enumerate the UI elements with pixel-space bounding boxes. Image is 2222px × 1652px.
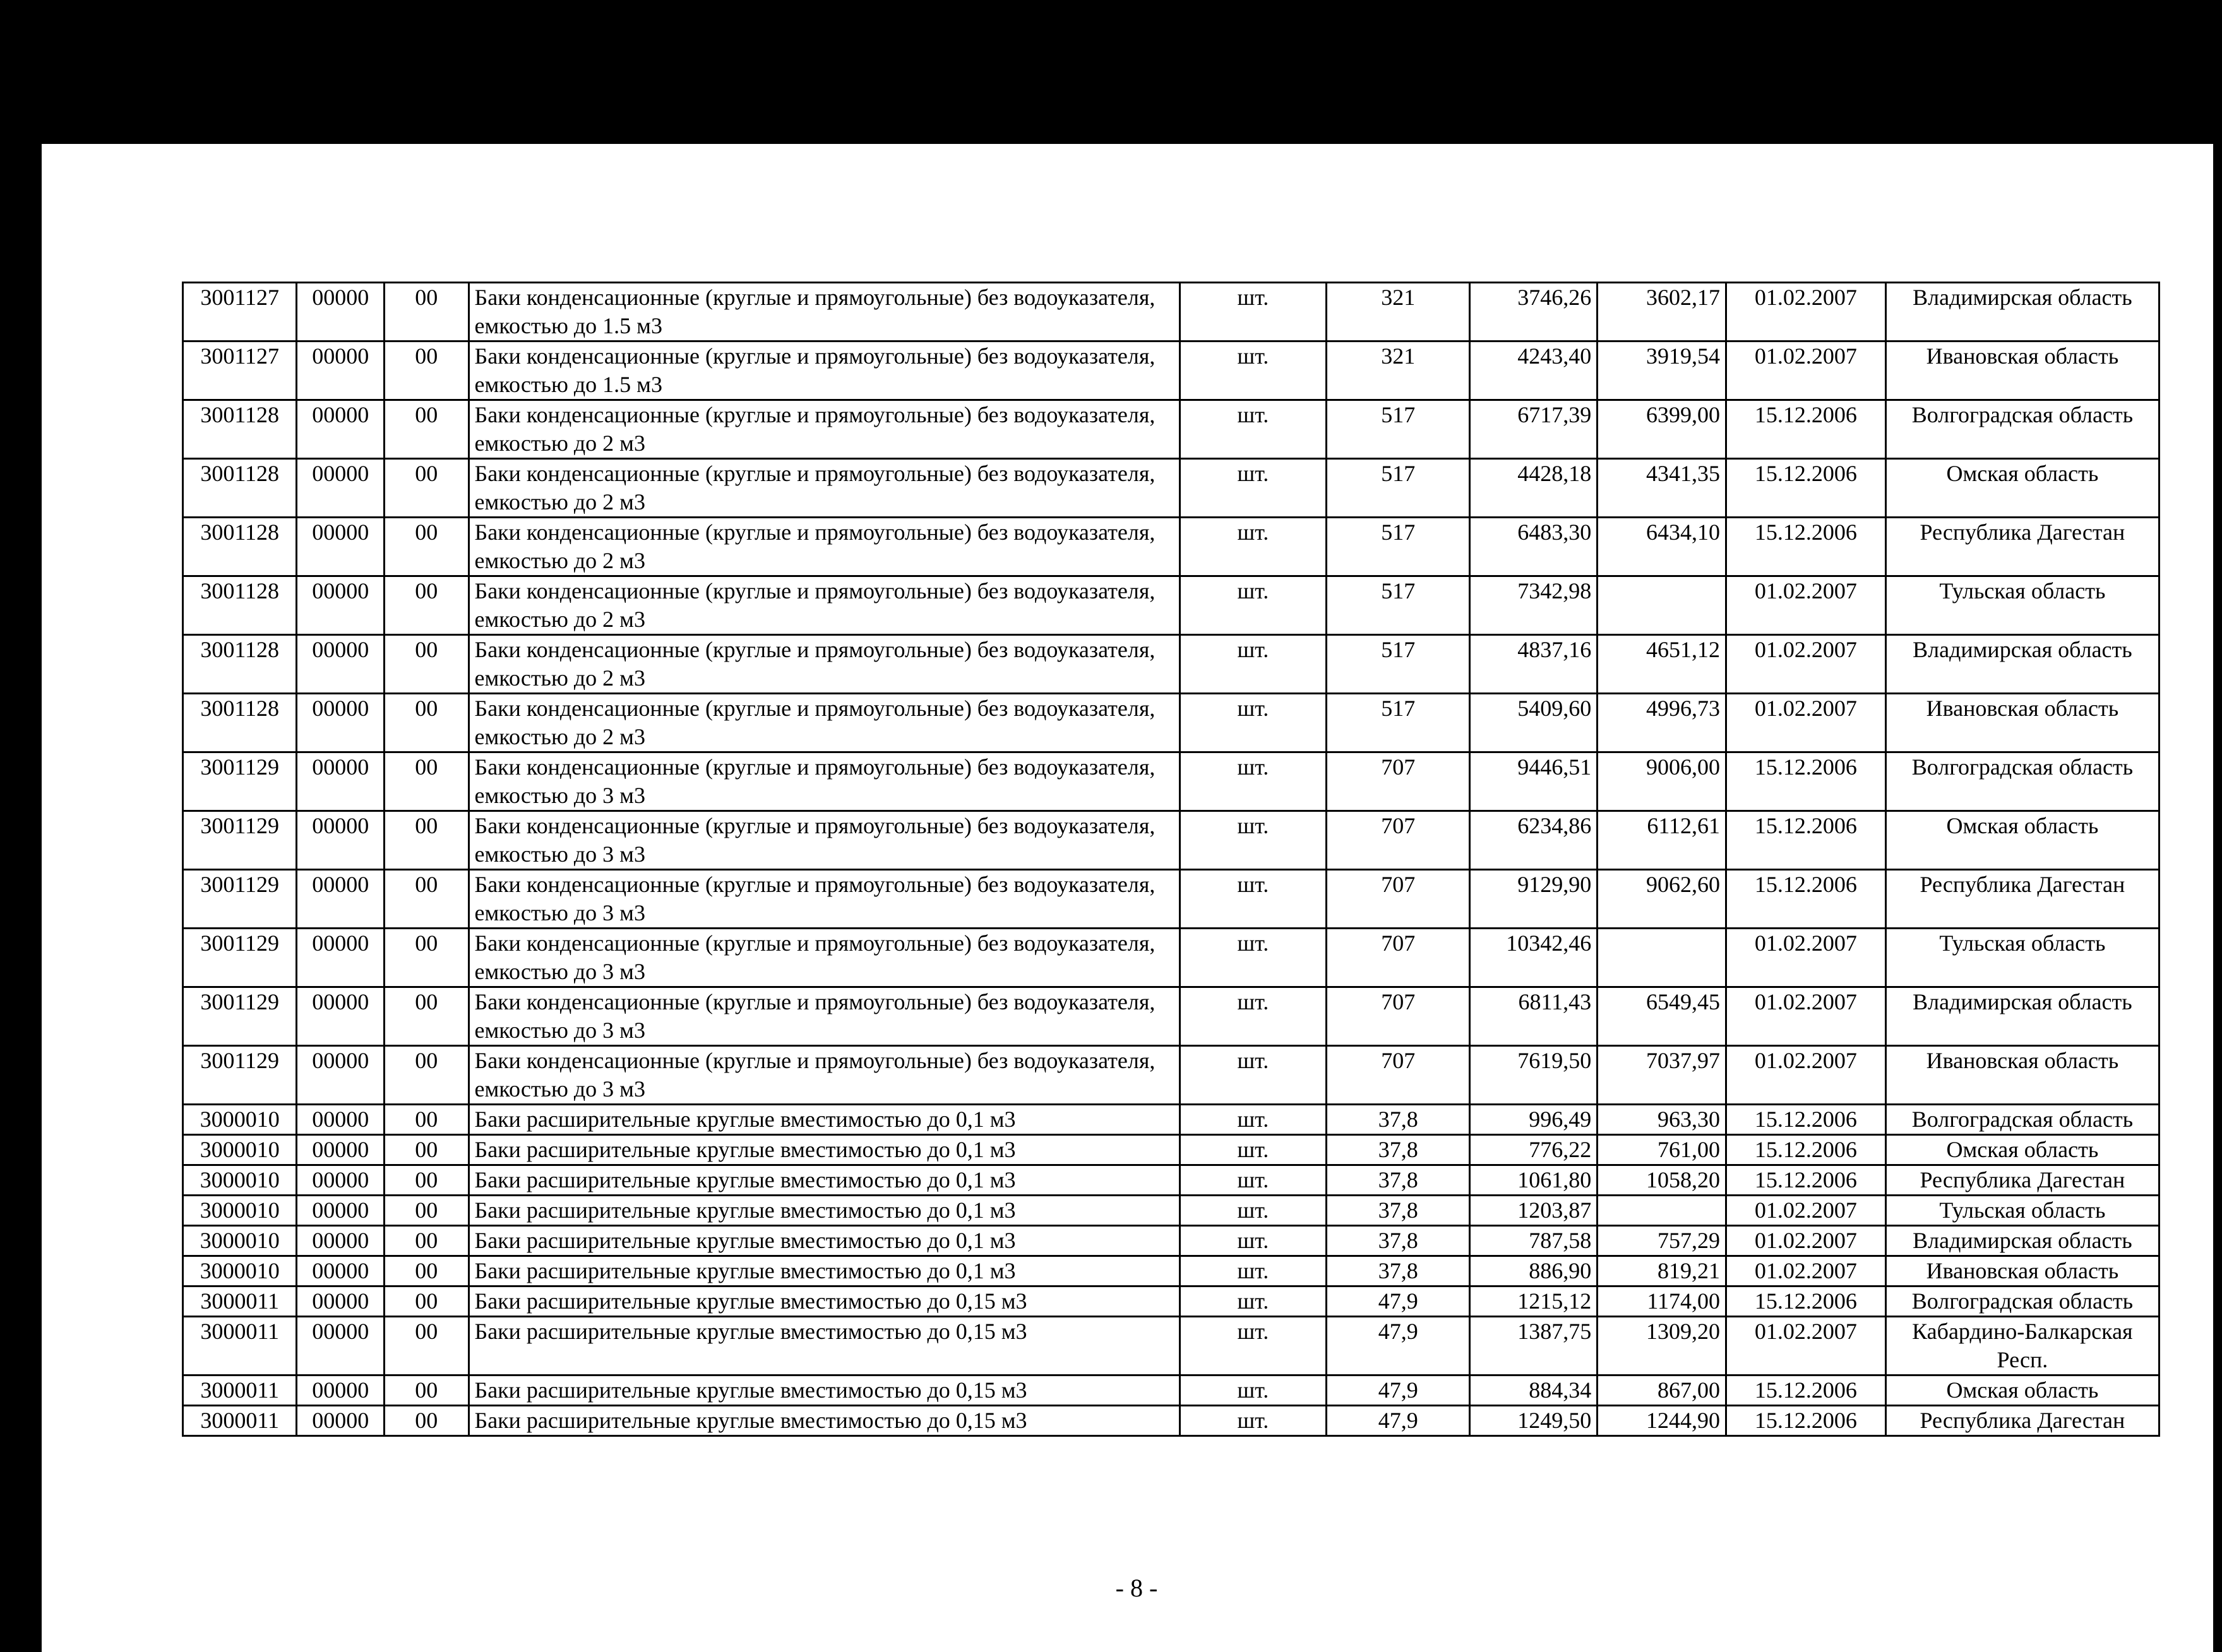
code-cell: 3001128 — [183, 400, 297, 459]
subcode2-cell: 00 — [385, 1376, 469, 1406]
subcode-cell: 00000 — [297, 1317, 385, 1376]
price-alt-cell: 819,21 — [1598, 1256, 1726, 1287]
name-cell: Баки расширительные круглые вместимостью до 0,15 м3 — [469, 1287, 1180, 1317]
price-cell: 1061,80 — [1470, 1165, 1598, 1196]
date-cell: 15.12.2006 — [1726, 811, 1886, 870]
price-alt-cell: 761,00 — [1598, 1135, 1726, 1165]
code-cell: 3001129 — [183, 987, 297, 1046]
quantity-cell: 321 — [1327, 283, 1470, 342]
unit-cell: шт. — [1180, 1165, 1326, 1196]
name-cell: Баки конденсационные (круглые и прямоугольные) без водоуказателя, емкостью до 3 м3 — [469, 987, 1180, 1046]
name-cell: Баки конденсационные (круглые и прямоугольные) без водоуказателя, емкостью до 1.5 м3 — [469, 342, 1180, 400]
price-alt-cell: 867,00 — [1598, 1376, 1726, 1406]
name-cell: Баки конденсационные (круглые и прямоугольные) без водоуказателя, емкостью до 2 м3 — [469, 518, 1180, 576]
date-cell: 01.02.2007 — [1726, 1196, 1886, 1226]
subcode-cell: 00000 — [297, 1196, 385, 1226]
subcode-cell: 00000 — [297, 1406, 385, 1436]
price-cell: 5409,60 — [1470, 694, 1598, 752]
subcode2-cell: 00 — [385, 870, 469, 929]
quantity-cell: 707 — [1327, 987, 1470, 1046]
date-cell: 01.02.2007 — [1726, 1256, 1886, 1287]
code-cell: 3001127 — [183, 283, 297, 342]
unit-cell: шт. — [1180, 1406, 1326, 1436]
code-cell: 3001129 — [183, 929, 297, 987]
price-cell: 6717,39 — [1470, 400, 1598, 459]
unit-cell: шт. — [1180, 987, 1326, 1046]
region-cell: Ивановская область — [1885, 342, 2159, 400]
name-cell: Баки конденсационные (круглые и прямоугольные) без водоуказателя, емкостью до 2 м3 — [469, 400, 1180, 459]
table-row — [183, 1165, 2159, 1196]
region-cell: Волгоградская область — [1885, 752, 2159, 811]
table-row — [183, 576, 2159, 635]
subcode2-cell: 00 — [385, 1165, 469, 1196]
unit-cell: шт. — [1180, 342, 1326, 400]
quantity-cell: 321 — [1327, 342, 1470, 400]
subcode-cell: 00000 — [297, 518, 385, 576]
subcode2-cell: 00 — [385, 576, 469, 635]
quantity-cell: 517 — [1327, 518, 1470, 576]
subcode2-cell: 00 — [385, 400, 469, 459]
code-cell: 3001129 — [183, 752, 297, 811]
table-row — [183, 635, 2159, 694]
date-cell: 01.02.2007 — [1726, 576, 1886, 635]
unit-cell: шт. — [1180, 576, 1326, 635]
price-cell: 10342,46 — [1470, 929, 1598, 987]
price-cell: 1203,87 — [1470, 1196, 1598, 1226]
subcode2-cell: 00 — [385, 1196, 469, 1226]
price-alt-cell: 6112,61 — [1598, 811, 1726, 870]
scan-top-border — [0, 0, 2222, 144]
price-cell: 1249,50 — [1470, 1406, 1598, 1436]
subcode-cell: 00000 — [297, 694, 385, 752]
price-alt-cell: 7037,97 — [1598, 1046, 1726, 1105]
subcode2-cell: 00 — [385, 1256, 469, 1287]
subcode2-cell: 00 — [385, 459, 469, 518]
code-cell: 3001128 — [183, 635, 297, 694]
table-row — [183, 1317, 2159, 1376]
table-row — [183, 400, 2159, 459]
price-alt-cell: 1244,90 — [1598, 1406, 1726, 1436]
subcode-cell: 00000 — [297, 870, 385, 929]
quantity-cell: 707 — [1327, 870, 1470, 929]
name-cell: Баки расширительные круглые вместимостью до 0,15 м3 — [469, 1317, 1180, 1376]
unit-cell: шт. — [1180, 518, 1326, 576]
quantity-cell: 37,8 — [1327, 1165, 1470, 1196]
quantity-cell: 47,9 — [1327, 1406, 1470, 1436]
table-row — [183, 342, 2159, 400]
region-cell: Республика Дагестан — [1885, 1165, 2159, 1196]
price-cell: 996,49 — [1470, 1105, 1598, 1135]
subcode-cell: 00000 — [297, 342, 385, 400]
price-cell: 1215,12 — [1470, 1287, 1598, 1317]
region-cell: Омская область — [1885, 811, 2159, 870]
region-cell: Ивановская область — [1885, 1046, 2159, 1105]
table-row — [183, 694, 2159, 752]
unit-cell: шт. — [1180, 694, 1326, 752]
subcode2-cell: 00 — [385, 635, 469, 694]
table-row — [183, 1226, 2159, 1256]
table-row — [183, 1046, 2159, 1105]
subcode2-cell: 00 — [385, 811, 469, 870]
subcode-cell: 00000 — [297, 1376, 385, 1406]
unit-cell: шт. — [1180, 1317, 1326, 1376]
region-cell: Владимирская область — [1885, 635, 2159, 694]
name-cell: Баки конденсационные (круглые и прямоугольные) без водоуказателя, емкостью до 3 м3 — [469, 811, 1180, 870]
date-cell: 01.02.2007 — [1726, 1317, 1886, 1376]
document-page — [42, 144, 2213, 1652]
price-alt-cell: 1174,00 — [1598, 1287, 1726, 1317]
subcode-cell: 00000 — [297, 576, 385, 635]
price-alt-cell: 3919,54 — [1598, 342, 1726, 400]
region-cell: Тульская область — [1885, 576, 2159, 635]
date-cell: 01.02.2007 — [1726, 283, 1886, 342]
table-row — [183, 283, 2159, 342]
price-alt-cell: 9006,00 — [1598, 752, 1726, 811]
code-cell: 3001128 — [183, 518, 297, 576]
unit-cell: шт. — [1180, 283, 1326, 342]
quantity-cell: 517 — [1327, 635, 1470, 694]
table-row — [183, 1287, 2159, 1317]
subcode-cell: 00000 — [297, 929, 385, 987]
unit-cell: шт. — [1180, 1256, 1326, 1287]
date-cell: 01.02.2007 — [1726, 635, 1886, 694]
date-cell: 15.12.2006 — [1726, 752, 1886, 811]
price-alt-cell: 6399,00 — [1598, 400, 1726, 459]
region-cell: Республика Дагестан — [1885, 1406, 2159, 1436]
name-cell: Баки конденсационные (круглые и прямоугольные) без водоуказателя, емкостью до 3 м3 — [469, 752, 1180, 811]
name-cell: Баки расширительные круглые вместимостью до 0,1 м3 — [469, 1196, 1180, 1226]
code-cell: 3001127 — [183, 342, 297, 400]
unit-cell: шт. — [1180, 1135, 1326, 1165]
date-cell: 15.12.2006 — [1726, 1287, 1886, 1317]
name-cell: Баки конденсационные (круглые и прямоугольные) без водоуказателя, емкостью до 2 м3 — [469, 576, 1180, 635]
name-cell: Баки конденсационные (круглые и прямоугольные) без водоуказателя, емкостью до 3 м3 — [469, 929, 1180, 987]
code-cell: 3001128 — [183, 694, 297, 752]
unit-cell: шт. — [1180, 929, 1326, 987]
price-alt-cell — [1598, 929, 1726, 987]
price-alt-cell: 6434,10 — [1598, 518, 1726, 576]
quantity-cell: 47,9 — [1327, 1376, 1470, 1406]
subcode2-cell: 00 — [385, 1046, 469, 1105]
region-cell: Волгоградская область — [1885, 400, 2159, 459]
code-cell: 3001129 — [183, 1046, 297, 1105]
quantity-cell: 707 — [1327, 752, 1470, 811]
quantity-cell: 517 — [1327, 400, 1470, 459]
region-cell: Волгоградская область — [1885, 1287, 2159, 1317]
subcode-cell: 00000 — [297, 400, 385, 459]
name-cell: Баки расширительные круглые вместимостью до 0,1 м3 — [469, 1135, 1180, 1165]
quantity-cell: 37,8 — [1327, 1256, 1470, 1287]
subcode2-cell: 00 — [385, 1287, 469, 1317]
price-table-body — [183, 283, 2159, 1436]
subcode-cell: 00000 — [297, 635, 385, 694]
date-cell: 15.12.2006 — [1726, 459, 1886, 518]
date-cell: 01.02.2007 — [1726, 1046, 1886, 1105]
price-cell: 787,58 — [1470, 1226, 1598, 1256]
price-cell: 3746,26 — [1470, 283, 1598, 342]
code-cell: 3001128 — [183, 459, 297, 518]
quantity-cell: 517 — [1327, 576, 1470, 635]
name-cell: Баки расширительные круглые вместимостью до 0,1 м3 — [469, 1226, 1180, 1256]
scan-left-border — [0, 144, 42, 1652]
region-cell: Омская область — [1885, 1376, 2159, 1406]
date-cell: 01.02.2007 — [1726, 342, 1886, 400]
date-cell: 01.02.2007 — [1726, 694, 1886, 752]
table-row — [183, 518, 2159, 576]
subcode-cell: 00000 — [297, 1135, 385, 1165]
unit-cell: шт. — [1180, 1226, 1326, 1256]
subcode-cell: 00000 — [297, 1165, 385, 1196]
name-cell: Баки расширительные круглые вместимостью до 0,1 м3 — [469, 1105, 1180, 1135]
subcode2-cell: 00 — [385, 1226, 469, 1256]
date-cell: 01.02.2007 — [1726, 1226, 1886, 1256]
unit-cell: шт. — [1180, 400, 1326, 459]
name-cell: Баки конденсационные (круглые и прямоугольные) без водоуказателя, емкостью до 2 м3 — [469, 459, 1180, 518]
price-cell: 9446,51 — [1470, 752, 1598, 811]
code-cell: 3000011 — [183, 1317, 297, 1376]
region-cell: Ивановская область — [1885, 1256, 2159, 1287]
price-cell: 4837,16 — [1470, 635, 1598, 694]
table-row — [183, 1196, 2159, 1226]
price-cell: 6234,86 — [1470, 811, 1598, 870]
name-cell: Баки конденсационные (круглые и прямоугольные) без водоуказателя, емкостью до 2 м3 — [469, 635, 1180, 694]
code-cell: 3000010 — [183, 1256, 297, 1287]
date-cell: 01.02.2007 — [1726, 929, 1886, 987]
unit-cell: шт. — [1180, 870, 1326, 929]
code-cell: 3000010 — [183, 1226, 297, 1256]
region-cell: Тульская область — [1885, 929, 2159, 987]
code-cell: 3000010 — [183, 1135, 297, 1165]
name-cell: Баки расширительные круглые вместимостью до 0,15 м3 — [469, 1376, 1180, 1406]
subcode2-cell: 00 — [385, 694, 469, 752]
date-cell: 01.02.2007 — [1726, 987, 1886, 1046]
table-row — [183, 1135, 2159, 1165]
price-alt-cell: 1058,20 — [1598, 1165, 1726, 1196]
price-cell: 886,90 — [1470, 1256, 1598, 1287]
region-cell: Республика Дагестан — [1885, 870, 2159, 929]
price-cell: 776,22 — [1470, 1135, 1598, 1165]
table-row — [183, 459, 2159, 518]
price-alt-cell — [1598, 1196, 1726, 1226]
price-alt-cell: 4651,12 — [1598, 635, 1726, 694]
subcode2-cell: 00 — [385, 283, 469, 342]
table-row — [183, 1105, 2159, 1135]
subcode-cell: 00000 — [297, 1105, 385, 1135]
quantity-cell: 47,9 — [1327, 1287, 1470, 1317]
name-cell: Баки расширительные круглые вместимостью до 0,1 м3 — [469, 1165, 1180, 1196]
name-cell: Баки конденсационные (круглые и прямоугольные) без водоуказателя, емкостью до 2 м3 — [469, 694, 1180, 752]
table-row — [183, 987, 2159, 1046]
quantity-cell: 707 — [1327, 1046, 1470, 1105]
quantity-cell: 517 — [1327, 694, 1470, 752]
table-row — [183, 1256, 2159, 1287]
price-cell: 884,34 — [1470, 1376, 1598, 1406]
subcode-cell: 00000 — [297, 1287, 385, 1317]
price-alt-cell: 6549,45 — [1598, 987, 1726, 1046]
code-cell: 3000011 — [183, 1376, 297, 1406]
code-cell: 3001129 — [183, 811, 297, 870]
date-cell: 15.12.2006 — [1726, 1105, 1886, 1135]
code-cell: 3001129 — [183, 870, 297, 929]
region-cell: Ивановская область — [1885, 694, 2159, 752]
region-cell: Омская область — [1885, 1135, 2159, 1165]
price-cell: 9129,90 — [1470, 870, 1598, 929]
price-table — [182, 282, 2160, 1437]
subcode-cell: 00000 — [297, 283, 385, 342]
unit-cell: шт. — [1180, 752, 1326, 811]
price-cell: 4243,40 — [1470, 342, 1598, 400]
price-alt-cell: 9062,60 — [1598, 870, 1726, 929]
quantity-cell: 37,8 — [1327, 1135, 1470, 1165]
code-cell: 3000010 — [183, 1196, 297, 1226]
code-cell: 3000010 — [183, 1105, 297, 1135]
quantity-cell: 37,8 — [1327, 1196, 1470, 1226]
price-cell: 7342,98 — [1470, 576, 1598, 635]
price-cell: 1387,75 — [1470, 1317, 1598, 1376]
price-alt-cell: 4996,73 — [1598, 694, 1726, 752]
code-cell: 3000011 — [183, 1287, 297, 1317]
table-row — [183, 870, 2159, 929]
subcode2-cell: 00 — [385, 1406, 469, 1436]
name-cell: Баки расширительные круглые вместимостью до 0,15 м3 — [469, 1406, 1180, 1436]
price-alt-cell: 963,30 — [1598, 1105, 1726, 1135]
region-cell: Кабардино-Балкарская Респ. — [1885, 1317, 2159, 1376]
date-cell: 15.12.2006 — [1726, 518, 1886, 576]
unit-cell: шт. — [1180, 1105, 1326, 1135]
subcode2-cell: 00 — [385, 1105, 469, 1135]
price-alt-cell: 757,29 — [1598, 1226, 1726, 1256]
date-cell: 15.12.2006 — [1726, 400, 1886, 459]
subcode-cell: 00000 — [297, 987, 385, 1046]
quantity-cell: 517 — [1327, 459, 1470, 518]
quantity-cell: 707 — [1327, 811, 1470, 870]
date-cell: 15.12.2006 — [1726, 870, 1886, 929]
subcode-cell: 00000 — [297, 811, 385, 870]
date-cell: 15.12.2006 — [1726, 1376, 1886, 1406]
quantity-cell: 707 — [1327, 929, 1470, 987]
region-cell: Омская область — [1885, 459, 2159, 518]
quantity-cell: 37,8 — [1327, 1226, 1470, 1256]
name-cell: Баки расширительные круглые вместимостью до 0,1 м3 — [469, 1256, 1180, 1287]
subcode2-cell: 00 — [385, 1135, 469, 1165]
table-row — [183, 1406, 2159, 1436]
price-alt-cell: 3602,17 — [1598, 283, 1726, 342]
date-cell: 15.12.2006 — [1726, 1406, 1886, 1436]
price-alt-cell: 4341,35 — [1598, 459, 1726, 518]
price-alt-cell — [1598, 576, 1726, 635]
price-cell: 6811,43 — [1470, 987, 1598, 1046]
price-cell: 4428,18 — [1470, 459, 1598, 518]
code-cell: 3000011 — [183, 1406, 297, 1436]
code-cell: 3000010 — [183, 1165, 297, 1196]
unit-cell: шт. — [1180, 811, 1326, 870]
name-cell: Баки конденсационные (круглые и прямоугольные) без водоуказателя, емкостью до 3 м3 — [469, 870, 1180, 929]
region-cell: Владимирская область — [1885, 1226, 2159, 1256]
table-row — [183, 811, 2159, 870]
scan-right-border — [2213, 120, 2222, 1652]
subcode-cell: 00000 — [297, 1046, 385, 1105]
code-cell: 3001128 — [183, 576, 297, 635]
name-cell: Баки конденсационные (круглые и прямоугольные) без водоуказателя, емкостью до 3 м3 — [469, 1046, 1180, 1105]
unit-cell: шт. — [1180, 635, 1326, 694]
subcode-cell: 00000 — [297, 1226, 385, 1256]
region-cell: Волгоградская область — [1885, 1105, 2159, 1135]
price-cell: 6483,30 — [1470, 518, 1598, 576]
table-row — [183, 929, 2159, 987]
subcode-cell: 00000 — [297, 459, 385, 518]
unit-cell: шт. — [1180, 459, 1326, 518]
date-cell: 15.12.2006 — [1726, 1135, 1886, 1165]
region-cell: Владимирская область — [1885, 987, 2159, 1046]
subcode2-cell: 00 — [385, 752, 469, 811]
region-cell: Тульская область — [1885, 1196, 2159, 1226]
region-cell: Республика Дагестан — [1885, 518, 2159, 576]
subcode2-cell: 00 — [385, 929, 469, 987]
unit-cell: шт. — [1180, 1196, 1326, 1226]
quantity-cell: 47,9 — [1327, 1317, 1470, 1376]
unit-cell: шт. — [1180, 1287, 1326, 1317]
subcode2-cell: 00 — [385, 987, 469, 1046]
page-number: - 8 - — [1115, 1574, 1158, 1602]
table-row — [183, 752, 2159, 811]
price-alt-cell: 1309,20 — [1598, 1317, 1726, 1376]
unit-cell: шт. — [1180, 1376, 1326, 1406]
subcode2-cell: 00 — [385, 1317, 469, 1376]
name-cell: Баки конденсационные (круглые и прямоугольные) без водоуказателя, емкостью до 1.5 м3 — [469, 283, 1180, 342]
date-cell: 15.12.2006 — [1726, 1165, 1886, 1196]
table-row — [183, 1376, 2159, 1406]
subcode-cell: 00000 — [297, 1256, 385, 1287]
subcode2-cell: 00 — [385, 342, 469, 400]
quantity-cell: 37,8 — [1327, 1105, 1470, 1135]
price-cell: 7619,50 — [1470, 1046, 1598, 1105]
region-cell: Владимирская область — [1885, 283, 2159, 342]
unit-cell: шт. — [1180, 1046, 1326, 1105]
subcode2-cell: 00 — [385, 518, 469, 576]
subcode-cell: 00000 — [297, 752, 385, 811]
